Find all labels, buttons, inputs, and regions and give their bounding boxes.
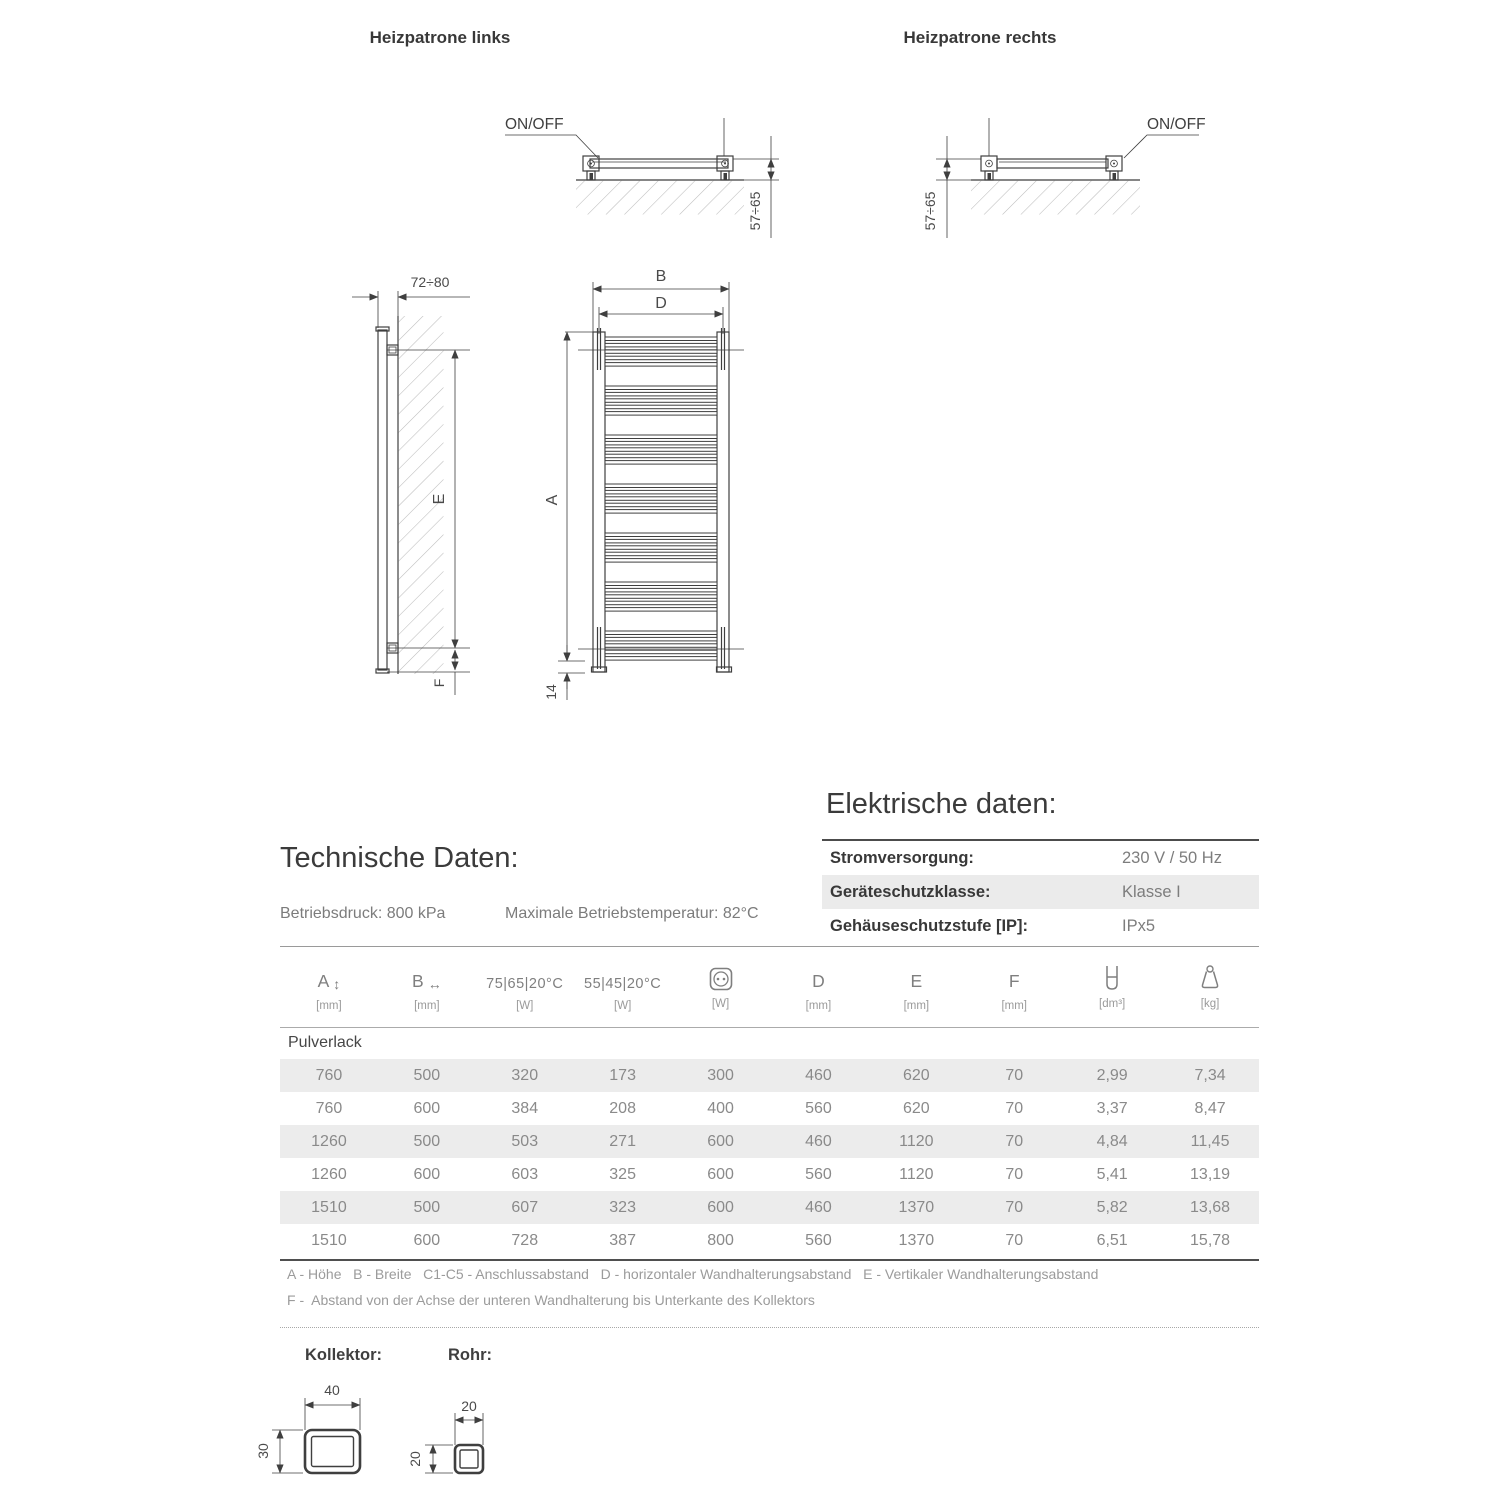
- electrical-label: Geräteschutzklasse:: [830, 882, 991, 901]
- on-off-label: ON/OFF: [1147, 116, 1206, 133]
- electrical-value: IPx5: [1122, 916, 1156, 935]
- on-off-label: ON/OFF: [505, 116, 564, 133]
- drawing-heizpatrone-links: [430, 96, 800, 246]
- table-cell: 70: [1005, 1132, 1024, 1150]
- table-bottom-border: [280, 1259, 1259, 1261]
- column-symbol: D: [812, 971, 825, 991]
- table-cell: 70: [1005, 1198, 1024, 1216]
- table-cell: 500: [413, 1132, 441, 1150]
- column-unit: [kg]: [1200, 998, 1220, 1010]
- dim-f-label: F: [431, 678, 447, 688]
- column-header-f: [965, 958, 1063, 1012]
- power-socket-icon: [708, 966, 734, 992]
- table-cell: 600: [413, 1099, 441, 1117]
- column-symbol: A: [317, 971, 330, 991]
- technische-daten-title: Technische Daten:: [280, 842, 519, 874]
- column-header-75-65-20: [476, 958, 574, 1012]
- column-unit: [mm]: [414, 1000, 440, 1012]
- table-row: [280, 1125, 1259, 1158]
- table-cell: 5,82: [1096, 1198, 1128, 1216]
- dotted-divider: [280, 1327, 1259, 1328]
- column-symbol: 55|45|20°C: [584, 976, 662, 992]
- column-symbol: F: [1008, 971, 1020, 991]
- table-cell: 1120: [899, 1165, 934, 1183]
- dim-b-label: B: [655, 268, 667, 285]
- drawing-side-view: [340, 270, 520, 710]
- table-cell: 70: [1005, 1099, 1024, 1117]
- table-cell: 560: [805, 1231, 832, 1249]
- table-cell: 70: [1005, 1231, 1024, 1249]
- electrical-data-table: [822, 839, 1259, 943]
- column-header-e: [867, 958, 965, 1012]
- drawing-front-view: [540, 260, 800, 720]
- bottom-14-dimension: [543, 645, 585, 700]
- divider: [280, 946, 1259, 947]
- operating-conditions: [280, 905, 840, 923]
- floor-distance-label: 57÷65: [922, 191, 938, 231]
- column-symbol: 75|65|20°C: [486, 976, 564, 992]
- heading-heizpatrone-rechts: Heizpatrone rechts: [903, 28, 1057, 47]
- bottom-collector-bar: [981, 156, 1122, 180]
- kollektor-height-label: 30: [255, 1443, 271, 1459]
- column-header-volume: [1063, 958, 1161, 1012]
- table-cell: 70: [1005, 1066, 1024, 1084]
- column-unit: [mm]: [903, 1000, 930, 1012]
- table-cell: 1260: [311, 1165, 347, 1183]
- table-cell: 460: [805, 1198, 832, 1216]
- dim-14-label: 14: [543, 684, 559, 700]
- table-cell: 600: [707, 1132, 734, 1150]
- column-unit: [dm³]: [1099, 998, 1126, 1010]
- table-cell: 560: [805, 1099, 832, 1117]
- table-cell: 13,68: [1190, 1198, 1231, 1216]
- table-cell: 7,34: [1194, 1066, 1226, 1084]
- wall-distance-label: 72÷80: [410, 274, 450, 290]
- table-cell: 1260: [311, 1132, 347, 1150]
- table-cell: 1370: [898, 1231, 935, 1249]
- table-cell: 728: [511, 1231, 539, 1249]
- section-pulverlack: Pulverlack: [288, 1034, 362, 1051]
- table-row: [280, 1092, 1259, 1125]
- drawing-heizpatrone-rechts: [900, 96, 1290, 246]
- drawing-kollektor-profile: [255, 1378, 390, 1493]
- table-cell: 271: [609, 1132, 636, 1150]
- column-header-electric-power: [672, 958, 770, 1012]
- weight-icon: [1197, 964, 1223, 992]
- right-collector: [717, 332, 729, 672]
- kollektor-label: Kollektor:: [305, 1346, 383, 1364]
- column-symbol: E: [910, 971, 923, 991]
- table-cell: 320: [511, 1066, 539, 1084]
- table-cell: 1370: [898, 1198, 935, 1216]
- table-cell: 1120: [899, 1132, 934, 1150]
- water-volume-icon: [1100, 964, 1124, 992]
- column-unit: [W]: [516, 1000, 534, 1012]
- table-row: [280, 1059, 1259, 1092]
- table-cell: 400: [707, 1099, 734, 1117]
- column-header-a: [280, 958, 378, 1012]
- table-row: [280, 1158, 1259, 1191]
- table-cell: 8,47: [1194, 1099, 1226, 1117]
- height-a-dimension: [544, 332, 597, 661]
- table-cell: 500: [413, 1198, 441, 1216]
- rohr-label: Rohr:: [448, 1346, 492, 1364]
- electrical-label: Gehäuseschutzstufe [IP]:: [830, 916, 1029, 935]
- table-cell: 300: [707, 1066, 734, 1084]
- column-unit: [W]: [711, 998, 730, 1010]
- table-cell: 600: [707, 1198, 734, 1216]
- dim-e-label: E: [431, 493, 448, 505]
- column-header-d: [770, 958, 868, 1012]
- table-cell: 603: [511, 1165, 539, 1183]
- column-header-55-45-20: [574, 958, 672, 1012]
- bottom-collector-bar: [583, 156, 733, 180]
- radiator-body: [592, 332, 732, 672]
- column-header-weight: [1161, 958, 1259, 1012]
- table-cell: 607: [511, 1198, 539, 1216]
- table-cell: 620: [902, 1066, 930, 1084]
- table-cell: 800: [707, 1231, 734, 1249]
- betriebsdruck-text: Betriebsdruck: 800 kPa: [280, 905, 446, 922]
- table-cell: 4,84: [1096, 1132, 1128, 1150]
- radiator-profile: [376, 327, 398, 673]
- table-cell: 384: [511, 1099, 539, 1117]
- table-cell: 1510: [311, 1198, 347, 1216]
- leader-line: [505, 135, 598, 158]
- electrical-value: Klasse I: [1122, 882, 1181, 901]
- column-unit: [W]: [614, 1000, 632, 1012]
- table-cell: 760: [315, 1066, 343, 1084]
- table-cell: 70: [1005, 1165, 1024, 1183]
- drawing-rohr-profile: [400, 1378, 510, 1493]
- table-cell: 560: [805, 1165, 832, 1183]
- legend-line-1: A - Höhe B - Breite C1-C5 - Anschlussabstand D - horizontaler Wandhalterungsabstand E - Vertikaler Wandhalterungsabstand: [287, 1266, 1099, 1282]
- table-cell: 387: [609, 1231, 636, 1249]
- table-cell: 5,41: [1096, 1165, 1128, 1183]
- table-cell: 460: [805, 1132, 832, 1150]
- width-arrow-icon: ↔: [427, 976, 442, 992]
- table-header: [280, 958, 1259, 1012]
- dim-d-label: D: [655, 295, 667, 312]
- table-row: [280, 1191, 1259, 1224]
- table-cell: 208: [609, 1099, 636, 1117]
- table-cell: 323: [609, 1198, 636, 1216]
- floor-hatch: [576, 180, 744, 215]
- table-cell: 760: [315, 1099, 343, 1117]
- table-cell: 460: [805, 1066, 832, 1084]
- electrical-label: Stromversorgung:: [830, 848, 974, 867]
- table-cell: 325: [609, 1165, 636, 1183]
- table-cell: 1510: [311, 1231, 347, 1249]
- leader-line: [1124, 135, 1199, 158]
- table-cell: 503: [511, 1132, 539, 1150]
- column-symbol: B: [412, 971, 424, 991]
- table-cell: 600: [413, 1231, 441, 1249]
- table-cell: 173: [609, 1066, 636, 1084]
- column-unit: [mm]: [316, 1000, 342, 1012]
- elektrische-daten-title: Elektrische daten:: [826, 788, 1057, 820]
- floor-hatch: [971, 180, 1140, 215]
- column-header-b: [378, 958, 476, 1012]
- table-cell: 600: [413, 1165, 441, 1183]
- dim-a-label: A: [544, 494, 561, 506]
- column-unit: [mm]: [1001, 1000, 1028, 1012]
- left-collector: [593, 332, 605, 672]
- radiator-rungs: [605, 337, 717, 660]
- table-cell: 620: [902, 1099, 930, 1117]
- table-cell: 600: [707, 1165, 734, 1183]
- column-unit: [mm]: [805, 1000, 832, 1012]
- table-cell: 2,99: [1096, 1066, 1128, 1084]
- width-d-dimension: [599, 295, 723, 334]
- table-cell: 6,51: [1096, 1231, 1128, 1249]
- rohr-height-label: 20: [407, 1451, 423, 1467]
- heading-heizpatrone-links: Heizpatrone links: [369, 28, 511, 47]
- legend-line-2: F - Abstand von der Achse der unteren Wandhalterung bis Unterkante des Kollektors: [287, 1292, 815, 1308]
- kollektor-width-label: 40: [324, 1382, 340, 1398]
- table-row: [822, 841, 1259, 875]
- table-body: [280, 1059, 1259, 1257]
- rohr-width-label: 20: [461, 1398, 477, 1414]
- table-row: [280, 1224, 1259, 1257]
- floor-distance-label: 57÷65: [747, 191, 763, 231]
- table-cell: 3,37: [1096, 1099, 1128, 1117]
- table-cell: 11,45: [1190, 1132, 1230, 1150]
- max-temperatur-text: Maximale Betriebstemperatur: 82°C: [505, 905, 759, 922]
- table-cell: 500: [413, 1066, 441, 1084]
- table-cell: 13,19: [1190, 1165, 1231, 1183]
- table-row: [822, 875, 1259, 909]
- table-row: [822, 909, 1259, 943]
- electrical-value: 230 V / 50 Hz: [1122, 848, 1222, 867]
- height-arrow-icon: ↕: [333, 976, 341, 992]
- table-cell: 15,78: [1190, 1231, 1231, 1249]
